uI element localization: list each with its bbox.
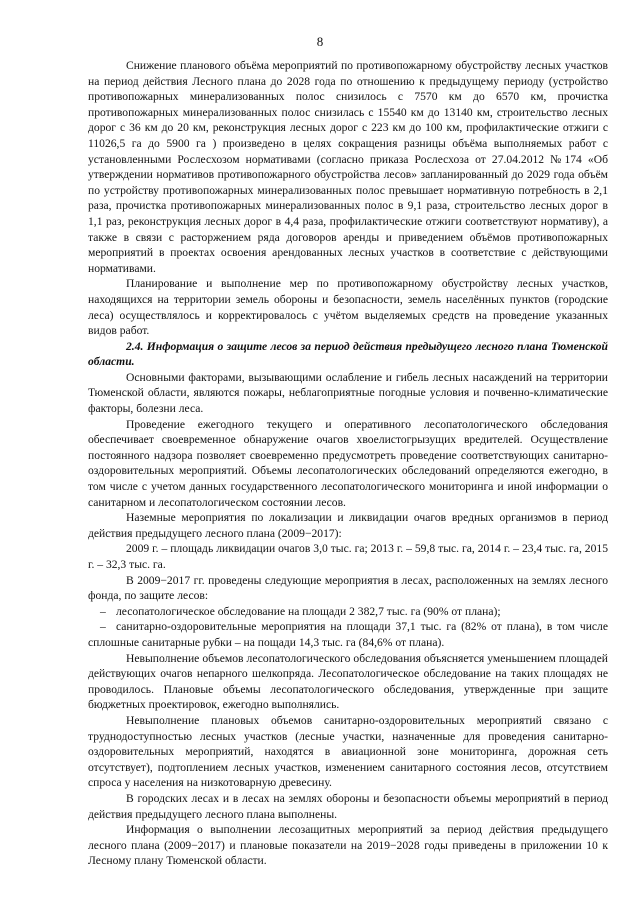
paragraph-urban-forests: В городских лесах и в лесах на землях обороны и безопасности объемы мероприятий в период действия предыдущего лесного плана выполнены.: [88, 791, 608, 821]
dash-mark: –: [100, 604, 106, 618]
list-item-text: санитарно-оздоровительные мероприятия на площади 37,1 тыс. га (82% от плана), в том числе сплошные санитарные рубки – на пощади 14,3 тыс. га (84,6% от плана).: [88, 620, 608, 649]
dash-mark: –: [100, 620, 106, 634]
paragraph-sanitary-shortfall: Невыполнение плановых объемов санитарно-оздоровительных мероприятий связано с труднодоступностью лесных участков (лесные участки, назначенные для проведения санитарно-оздоровительных мероприятий, находятся в авиационной зоне мониторинга, дорожная сеть отсутствует), подтоплением лесных участков, изменением санитарного состояния лесов, отсутствием спроса у населения на низкотоварную древесину.: [88, 713, 608, 790]
list-item-pathology-survey: [88, 604, 608, 620]
paragraph-pathology-inspection: Проведение ежегодного текущего и оперативного лесопатологического обследования обеспечивает своевременное обнаружение очагов хвоелистогрызущих вредителей. Осуществление постоянного надзора позволяет своевременно предусмотреть проведение соответствующих санитарно-оздоровительных мероприятий. Объемы лесопатологических обследований определяются ежегодно, в том числе с учетом данных государственного лесопатологического мониторинга и иной информации о санитарном и лесопатологическом состоянии лесов.: [88, 417, 608, 509]
paragraph-survey-shortfall: Невыполнение объемов лесопатологического обследования объясняется уменьшением площадей действующих очагов непарного шелкопряда. Лесопатологическое обследование на таких площадях не проводилось. Плановые объемы лесопатологического обследования, утвержденные при защите бюджетных проектировок, ежегодно выполнялись.: [88, 651, 608, 712]
paragraph-liquidation-areas: 2009 г. – площадь ликвидации очагов 3,0 тыс. га; 2013 г. – 59,8 тыс. га, 2014 г. – 23,4 тыс. га, 2015 г. – 32,3 тыс. га.: [88, 542, 608, 571]
paragraph-main-factors: Основными факторами, вызывающими ослабление и гибель лесных насаждений на территории Тюменской области, являются пожары, неблагоприятные погодные условия и почвенно-климатические факторы, болезни леса.: [88, 370, 608, 416]
page-number: 8: [316, 34, 324, 49]
paragraph-measures-intro: В 2009−2017 гг. проведены следующие мероприятия в лесах, расположенных на землях лесного фонда, по защите лесов:: [88, 573, 608, 603]
paragraph-appendix-reference: Информация о выполнении лесозащитных мероприятий за период действия предыдущего лесного плана (2009−2017) и плановые показатели на 2019−2028 годы приведены в приложении 10 к Лесному плану Тюменской области.: [88, 823, 608, 868]
list-item-sanitary-measures: [88, 619, 608, 650]
document-body: [88, 58, 608, 869]
list-item-text: лесопатологическое обследование на площади 2 382,7 тыс. га (90% от плана);: [116, 604, 501, 618]
section-heading-forest-protection: 2.4. Информация о защите лесов за период действия предыдущего лесного плана Тюменской области.: [88, 339, 608, 369]
paragraph-ground-measures: Наземные мероприятия по локализации и ликвидации очагов вредных организмов в период действия предыдущего лесного плана (2009−2017):: [88, 511, 608, 540]
paragraph-defense-lands-planning: Планирование и выполнение мер по противопожарному обустройству лесных участков, находящихся на территории земель обороны и безопасности, земель населённых пунктов (городские леса) осуществлялось и корректировалось с учётом выделяемых средств на проведение указанных видов работ.: [88, 277, 608, 338]
paragraph-fire-measures-reduction: Снижение планового объёма мероприятий по противопожарному обустройству лесных участков на период действия Лесного плана до 2028 года по отношению к предыдущему периоду (устройство противопожарных минерализованных полос снизилось с 7570 км до 6570 км, прочистка противопожарных минерализованных полос снизилась с 15540 км до 13140 км, строительство лесных дорог с 36 км до 20 км, реконструкция лесных дорог с 223 км до 100 км, профилактические отжиги с 11026,5 га до 5900 га ) произведено в целях сокращения разницы объёма выполняемых работ с установленными Рослесхозом нормативами (согласно приказа Рослесхоза от 27.04.2012 №174 «Об утверждении нормативов противопожарного обустройства лесов» запланированный до 2029 года объём по устройству противопожарных минерализованных полос превышает нормативную потребность в 2,1 раза, прочистка противопожарных минерализованных полос в 9,1 раза, строительство лесных дорог в 1,1 раз, реконструкция лесных дорог в 4,4 раза, профилактические отжиги соответствуют нормативу), а также в связи с расторжением ряда договоров аренды и приведением объёмов противопожарных мероприятий в проектах освоения арендованных лесных участков в соответствие с действующими нормативами.: [88, 59, 608, 275]
